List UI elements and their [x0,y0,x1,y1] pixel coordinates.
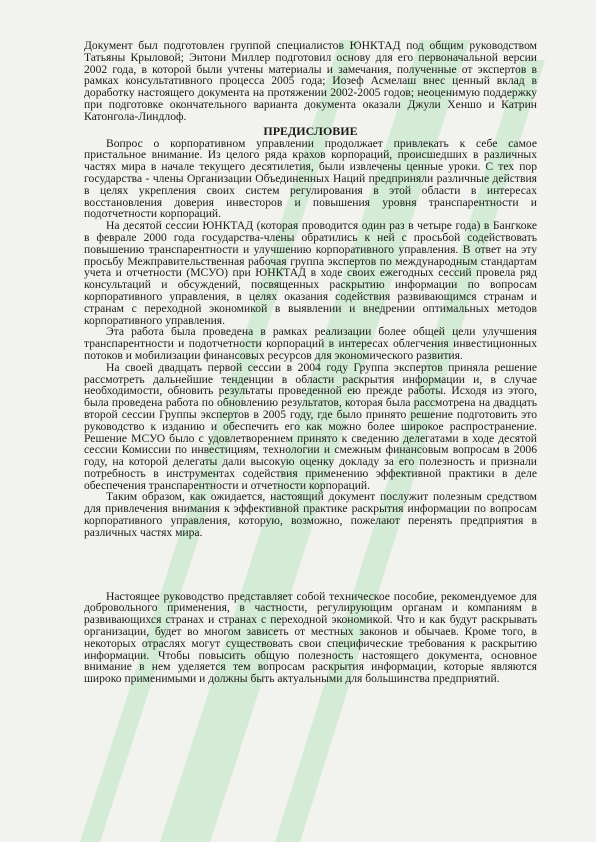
closing-paragraph: Настоящее руководство представляет собой техническое пособие, рекомендуемое для добровольного применения, в частности, регулирующим органам и компаниям в развивающихся странах и странах с переходной экономикой. Что и как будут раскрывать организации, будет во многом зависеть от местных законов и обычаев. Кроме того, в некоторых отраслях могут существовать свои специфические требования к раскрытию информации. Чтобы повысить общую полезность настоящего документа, основное внимание в нем уделяется тем вопросам раскрытия информации, которые являются широко применимыми и должны быть актуальными для большинства предприятий. [84,589,537,686]
document-body [84,40,537,685]
section-gap [84,539,537,591]
foreword-heading: ПРЕДИСЛОВИЕ [263,123,358,138]
paragraph-5: Таким образом, как ожидается, настоящий документ послужит полезным средством для привлечения внимания к эффективной практике раскрытия информации по вопросам корпоративного управления, которую, возможно, пожелают перенять предприятия в различных частях мира. [84,490,537,539]
paragraph-1: Вопрос о корпоративном управлении продолжает привлекать к себе самое пристальное внимание. Из целого ряда крахов корпораций, происшедших в различных частях мира в начале текущего десятилетия, были извлечены ценные уроки. С тех пор государства - члены Организации Объединенных Наций предприняли различные действия в целях укрепления своих систем регулирования в этой области в интересах восстановления доверия инвесторов и повышения уровня транспарентности и подотчетности корпораций. [84,136,537,221]
paragraph-3: Эта работа была проведена в рамках реализации более общей цели улучшения транспарентности и подотчетности корпораций в интересах облегчения инвестиционных потоков и мобилизации финансовых ресурсов для экономического развития. [84,325,537,362]
paragraph-4: На своей двадцать первой сессии в 2004 году Группа экспертов приняла решение рассмотреть дальнейшие тенденции в области раскрытия информации и, в случае необходимости, обновить результаты проведенной ею прежде работы. Исходя из этого, была проведена работа по обновлению результатов, которая была рассмотрена на двадцать второй сессии Группы экспертов в 2005 году, где было принято решение подготовить это руководство к изданию и обеспечить его как можно более широкое распространение. Решение МСУО было с удовлетворением принято к сведению делегатами в ходе десятой сессии Комиссии по инвестициям, технологии и смежным финансовым вопросам в 2006 году, на которой делегаты дали высокую оценку докладу за его полезность и признали потребность в инструментах содействия применению эффективной практики в деле обеспечения транспарентности и отчетности корпораций. [84,360,537,492]
paragraph-2: На десятой сессии ЮНКТАД (которая проводится один раз в четыре года) в Бангкоке в феврале 2000 года государства-члены обратились к ней с просьбой содействовать повышению транспарентности и улучшению корпоративного управления. В ответ на эту просьбу Межправительственная рабочая группа экспертов по международным стандартам учета и отчетности (МСУО) при ЮНКТАД в ходе своих ежегодных сессий провела ряд консультаций и обсуждений, посвященных раскрытию информации по вопросам корпоративного управления, в целях оказания содействия развивающимся странам и странам с переходной экономикой в выявлении и внедрении оптимальных методов корпоративного управления. [84,219,537,327]
acknowledgement-paragraph: Документ был подготовлен группой специалистов ЮНКТАД под общим руководством Татьяны Крыловой; Энтони Миллер подготовил основу для его первоначальной версии 2002 года, в которой были учтены материалы и замечания, полученные от экспертов в рамках консультативного процесса 2005 года; Иозеф Асмелаш внес ценный вклад в доработку настоящего документа на протяжении 2002-2005 годов; неоценимую поддержку при подготовке окончательного варианта документа оказали Джули Хеншо и Катрин Катонгола-Линдлоф. [84,39,537,123]
